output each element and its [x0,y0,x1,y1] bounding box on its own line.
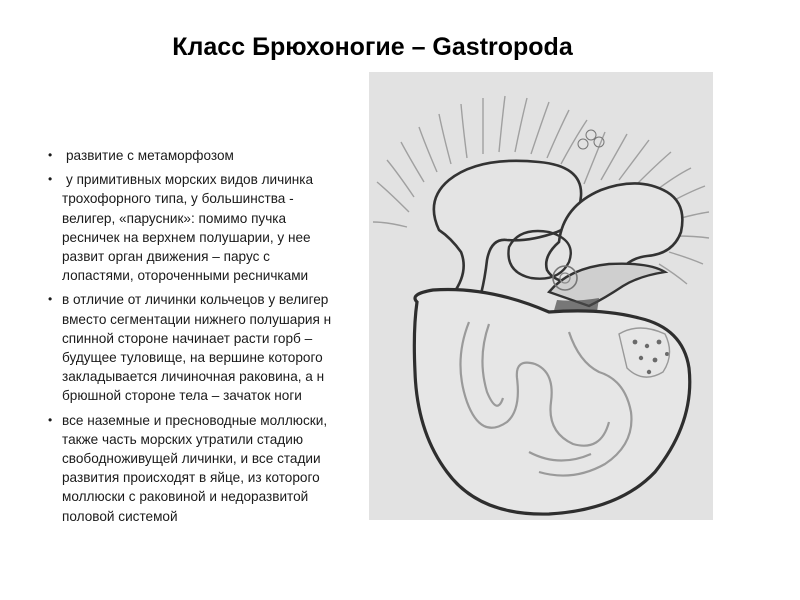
bullet-line: у примитивных морских видов личинка [66,172,314,188]
bullet-line: развитие с метаморфозом [66,148,234,163]
bullet-line: лопастями, отороченными ресничками [62,268,309,284]
veliger-larva-drawing-icon [369,72,713,520]
bullet-line: велигер, «парусник»: помимо пучка [62,210,287,226]
bullet-line: брюшной стороне тела – зачаток ноги [62,388,302,404]
bullet-line: закладывается личиночная раковина, а н [62,369,325,385]
bullet-line: развития происходят в яйце, из которого [62,470,320,486]
veliger-illustration [369,72,713,520]
bullet-line: спинной стороне начинает расти горб – [62,330,313,346]
bullet-item [48,411,378,526]
bullet-line: вместо сегментации нижнего полушария н [62,311,332,327]
bullet-icon: • [48,172,53,187]
bullet-line: половой системой [62,508,178,524]
bullet-line: моллюски с раковиной и недоразвитой [62,489,309,505]
bullet-line: свободноживущей личинки, и все стадии [62,451,321,467]
bullet-icon: • [48,412,53,427]
bullet-line: развит орган движения – парус с [62,249,270,265]
bullet-item [48,290,378,405]
bullet-line: в отличие от личинки кольчецов у велигер [62,292,329,308]
bullet-line: ресничек на верхнем полушарии, у нее [62,229,311,245]
bullet-line: также часть морских утратили стадию [62,431,304,447]
bullet-item [48,146,378,165]
bullet-item [48,170,378,285]
bullet-icon: • [48,148,53,162]
bullet-line: все наземные и пресноводные моллюски, [62,412,328,428]
bullet-list [48,146,378,531]
bullet-line: трохофорного типа, у большинства - [62,191,294,207]
slide-title: Класс Брюхоногие – Gastropoda [172,33,573,61]
bullet-line: будущее туловище, на вершине которого [62,350,323,366]
bullet-icon: • [48,292,53,307]
